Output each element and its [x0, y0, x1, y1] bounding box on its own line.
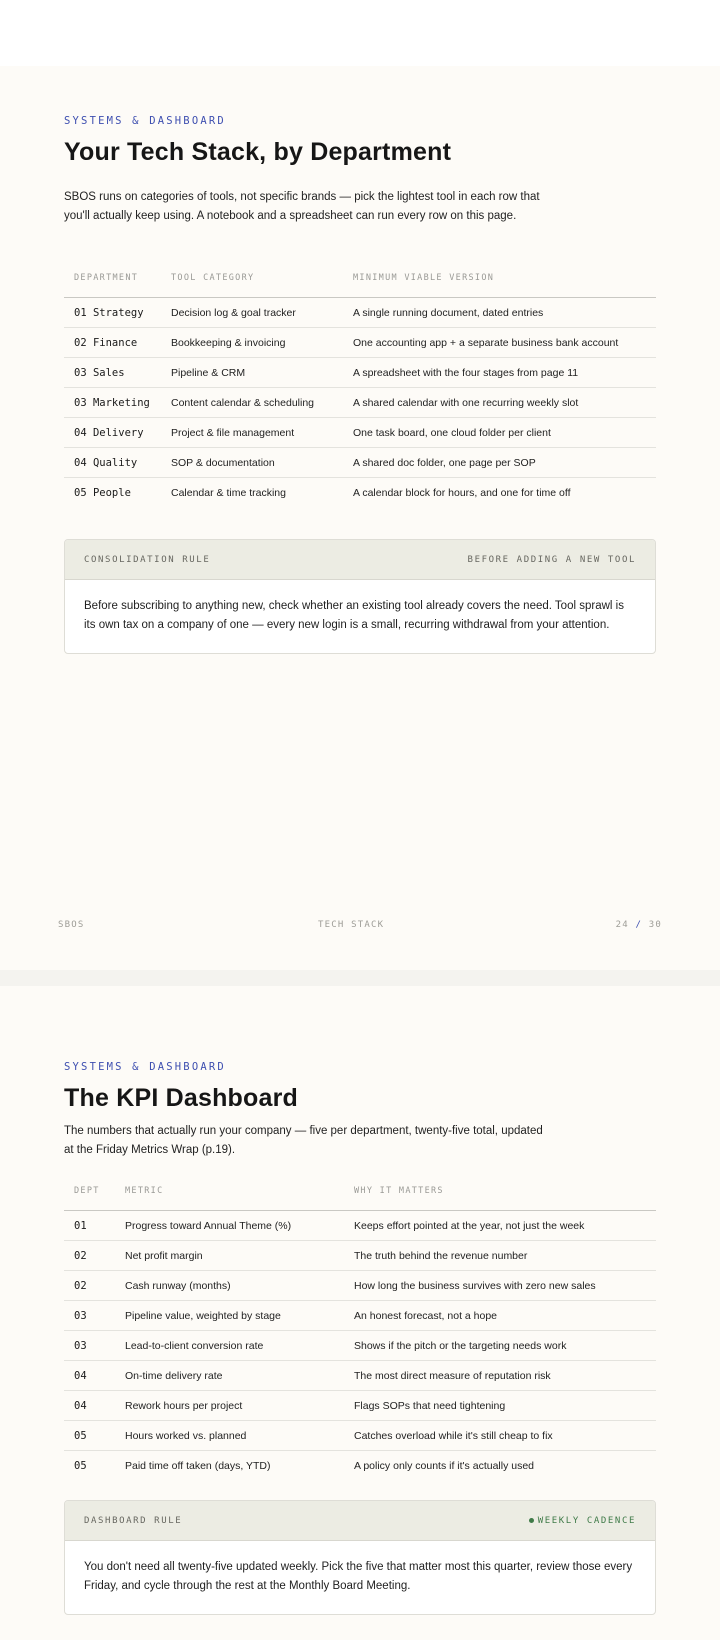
table-cell: Pipeline & CRM	[161, 358, 343, 388]
table-cell: One task board, one cloud folder per client	[343, 418, 656, 448]
table-cell: A single running document, dated entries	[343, 298, 656, 328]
status-dot-icon	[529, 1518, 534, 1523]
table-cell: A shared calendar with one recurring weekly slot	[343, 388, 656, 418]
table-cell: Cash runway (months)	[115, 1271, 344, 1301]
column-header-dept: DEPT	[64, 1186, 115, 1211]
page-kpi-dashboard	[0, 986, 720, 1640]
table-cell: 05 People	[74, 486, 131, 499]
table-cell: 02 Finance	[64, 328, 161, 358]
tech-stack-table	[64, 273, 656, 507]
table-cell: 05	[74, 1459, 87, 1472]
table-cell: Calendar & time tracking	[171, 486, 286, 499]
callout-body: You don't need all twenty-five updated weekly. Pick the five that matter most this quarter, review those every Friday, and cycle through the rest at the Monthly Board Meeting.	[84, 1561, 633, 1592]
table-row	[64, 298, 656, 328]
table-cell: 01	[64, 1211, 115, 1241]
page-tech-stack	[0, 66, 720, 970]
column-header-tool-category: TOOL CATEGORY	[161, 273, 343, 298]
column-header-minimum-viable-version: MINIMUM VIABLE VERSION	[343, 273, 656, 298]
table-cell: Lead-to-client conversion rate	[115, 1331, 344, 1361]
table-row	[64, 1241, 656, 1271]
table-row	[64, 358, 656, 388]
table-cell: Bookkeeping & invoicing	[161, 328, 343, 358]
table-cell: Catches overload while it's still cheap to fix	[344, 1421, 656, 1451]
table-row	[64, 1451, 656, 1481]
table-cell: 03 Marketing	[64, 388, 161, 418]
table-row	[64, 418, 656, 448]
table-cell: 04 Delivery	[64, 418, 161, 448]
table-cell: One accounting app + a separate business bank account	[343, 328, 656, 358]
column-header-department: DEPARTMENT	[64, 273, 161, 298]
page-current: 24	[615, 920, 629, 930]
table-cell: On-time delivery rate	[115, 1361, 344, 1391]
table-cell: Paid time off taken (days, YTD)	[125, 1459, 271, 1472]
footer-page-number	[616, 920, 662, 930]
table-cell: Hours worked vs. planned	[115, 1421, 344, 1451]
table-cell: 02	[64, 1241, 115, 1271]
column-header-why-it-matters: WHY IT MATTERS	[344, 1186, 656, 1211]
table-row	[64, 1211, 656, 1241]
table-cell: 01 Strategy	[64, 298, 161, 328]
table-cell: A spreadsheet with the four stages from page 11	[343, 358, 656, 388]
table-cell: 03	[64, 1331, 115, 1361]
intro-paragraph: SBOS runs on categories of tools, not specific brands — pick the lightest tool in each row that you'll actually keep using. A notebook and a spreadsheet can run every row on this page.	[64, 191, 540, 222]
callout-body: Before subscribing to anything new, check whether an existing tool already covers the need. Tool sprawl is its own tax on a company of one — every new login is a small, recurring withdrawal from your attention.	[84, 600, 624, 631]
callout-tag	[529, 1516, 636, 1526]
callout-label: DASHBOARD RULE	[84, 1515, 183, 1526]
callout-header	[65, 540, 655, 580]
table-cell: 04	[64, 1361, 115, 1391]
table-header-row	[64, 1186, 656, 1211]
table-cell: 04	[64, 1391, 115, 1421]
table-row	[64, 478, 656, 508]
table-cell: Progress toward Annual Theme (%)	[115, 1211, 344, 1241]
page-gap	[0, 970, 720, 986]
page-total: 30	[648, 920, 662, 930]
kpi-table	[64, 1186, 656, 1480]
table-cell: A calendar block for hours, and one for time off	[353, 486, 571, 499]
page-separator: /	[635, 920, 643, 930]
table-cell: Net profit margin	[115, 1241, 344, 1271]
consolidation-rule-callout	[64, 539, 656, 654]
column-header-metric: METRIC	[115, 1186, 344, 1211]
table-cell: Project & file management	[161, 418, 343, 448]
table-cell: An honest forecast, not a hope	[344, 1301, 656, 1331]
table-row	[64, 448, 656, 478]
table-cell: 03	[64, 1301, 115, 1331]
table-cell: Rework hours per project	[115, 1391, 344, 1421]
table-row	[64, 1421, 656, 1451]
callout-label: CONSOLIDATION RULE	[84, 554, 211, 565]
intro-paragraph: The numbers that actually run your company — five per department, twenty-five total, updated at the Friday Metrics Wrap (p.19).	[64, 1125, 543, 1156]
table-row	[64, 1301, 656, 1331]
table-cell: Content calendar & scheduling	[161, 388, 343, 418]
table-cell: SOP & documentation	[161, 448, 343, 478]
table-cell: The truth behind the revenue number	[344, 1241, 656, 1271]
table-cell: A shared doc folder, one page per SOP	[343, 448, 656, 478]
table-cell: Decision log & goal tracker	[161, 298, 343, 328]
dashboard-rule-callout	[64, 1500, 656, 1615]
table-cell: The most direct measure of reputation risk	[344, 1361, 656, 1391]
table-row	[64, 1271, 656, 1301]
table-row	[64, 1331, 656, 1361]
table-cell: Shows if the pitch or the targeting needs work	[344, 1331, 656, 1361]
section-eyebrow: SYSTEMS & DASHBOARD	[64, 1061, 226, 1073]
table-cell: Flags SOPs that need tightening	[344, 1391, 656, 1421]
section-eyebrow: SYSTEMS & DASHBOARD	[64, 115, 226, 127]
table-cell: 04 Quality	[64, 448, 161, 478]
page-title: The KPI Dashboard	[64, 1084, 298, 1112]
table-cell: Keeps effort pointed at the year, not just the week	[344, 1211, 656, 1241]
table-cell: 03 Sales	[64, 358, 161, 388]
callout-tag: BEFORE ADDING A NEW TOOL	[467, 554, 636, 565]
table-row	[64, 1391, 656, 1421]
callout-tag-text: WEEKLY CADENCE	[537, 1515, 636, 1526]
page-title: Your Tech Stack, by Department	[64, 138, 452, 166]
table-cell: 02	[64, 1271, 115, 1301]
callout-header	[65, 1501, 655, 1541]
footer-brand: SBOS	[58, 920, 85, 930]
table-cell: How long the business survives with zero new sales	[344, 1271, 656, 1301]
table-row	[64, 328, 656, 358]
table-cell: Pipeline value, weighted by stage	[115, 1301, 344, 1331]
footer-section: TECH STACK	[318, 920, 385, 930]
table-cell: 05	[64, 1421, 115, 1451]
table-cell: A policy only counts if it's actually used	[354, 1459, 535, 1472]
table-row	[64, 1361, 656, 1391]
table-header-row	[64, 273, 656, 298]
table-row	[64, 388, 656, 418]
